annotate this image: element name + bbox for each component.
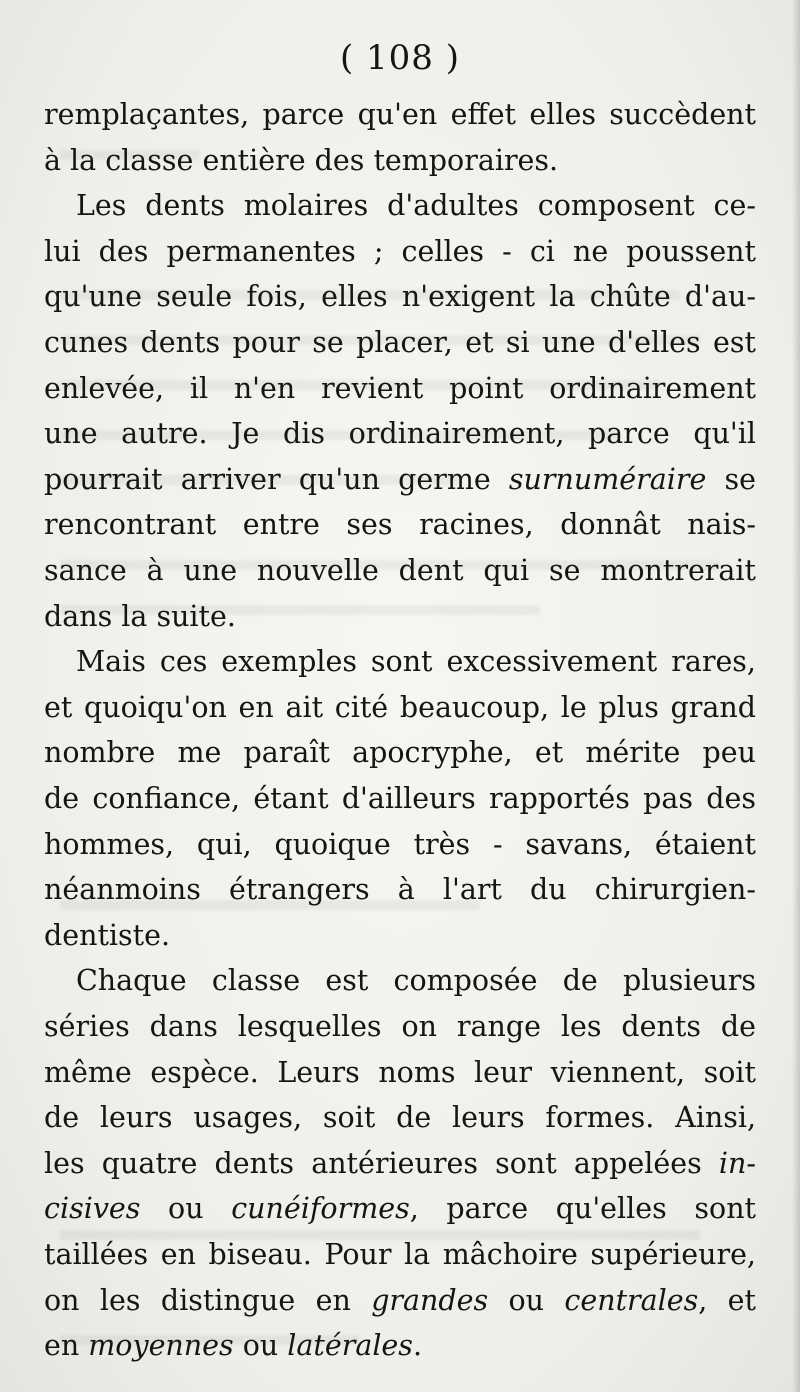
text-segment: ou [233, 1329, 288, 1363]
italic-text: grandes [371, 1283, 489, 1317]
text-segment: enlevée, il n'en revient point ordinairement [44, 371, 756, 405]
italic-text: latérales [287, 1329, 413, 1363]
text-segment: à la classe entière des temporaires. [44, 143, 559, 177]
text-segment: Les dents molaires d'adultes composent ce- [76, 189, 756, 223]
italic-text: surnuméraire [508, 462, 707, 496]
text-segment: Mais ces exemples sont excessivement rares, [76, 645, 756, 679]
text-segment: , parce qu'elles sont [409, 1192, 756, 1226]
italic-text: cisives [44, 1192, 141, 1226]
text-segment: Chaque classe est composée de plusieurs [76, 964, 756, 998]
text-segment: ou [140, 1192, 232, 1226]
text-segment: pourrait arriver qu'un germe [44, 462, 509, 496]
text-segment: et quoiqu'on en ait cité beaucoup, le plus grand [44, 690, 756, 724]
text-line [44, 320, 756, 366]
text-segment: , et [698, 1283, 756, 1317]
text-line [44, 1050, 756, 1096]
text-line [44, 685, 756, 731]
italic-text: in- [718, 1146, 756, 1180]
text-segment: . [412, 1329, 422, 1363]
italic-text: centrales [564, 1283, 699, 1317]
text-segment: se [706, 462, 756, 496]
text-line [44, 913, 756, 959]
text-segment: de confiance, étant d'ailleurs rapportés pas des [44, 782, 756, 815]
italic-text: cunéiformes [231, 1192, 410, 1226]
text-line [44, 1141, 756, 1187]
page-number: ( 108 ) [339, 38, 461, 78]
italic-text: moyennes [88, 1329, 234, 1363]
text-line [44, 274, 756, 320]
text-line [44, 1004, 756, 1050]
text-segment: une autre. Je dis ordinairement, parce qu'il [44, 417, 756, 451]
text-segment: les quatre dents antérieures sont appelées [44, 1146, 719, 1180]
text-segment: même espèce. Leurs noms leur viennent, soit [44, 1055, 756, 1089]
text-line [44, 366, 756, 412]
text-line [44, 867, 756, 913]
text-segment: sance à une nouvelle dent qui se montrerait [44, 554, 756, 587]
text-segment: on les distingue en [44, 1283, 372, 1317]
text-segment: qu'une seule fois, elles n'exigent la chûte d'au- [44, 280, 756, 314]
text-segment: dentiste. [44, 918, 171, 952]
text-segment: séries dans lesquelles on range les dents de [44, 1010, 756, 1043]
text-segment: hommes, qui, quoique très - savans, étaient [44, 827, 756, 861]
text-line [44, 776, 756, 822]
text-line [44, 1278, 756, 1324]
text-segment: lui des permanentes ; celles - ci ne poussent [44, 234, 756, 268]
text-line [44, 92, 756, 138]
text-line [44, 229, 756, 275]
page-edge-shadow [792, 0, 800, 1392]
text-segment: rencontrant entre ses racines, donnât nais- [44, 508, 756, 542]
text-segment: néanmoins étrangers à l'art du chirurgien- [44, 873, 756, 907]
text-segment: remplaçantes, parce qu'en effet elles succèdent [44, 98, 756, 131]
text-line [44, 138, 756, 184]
text-line [44, 1186, 756, 1232]
text-line [44, 639, 756, 685]
text-segment: nombre me paraît apocryphe, et mérite peu [44, 736, 756, 770]
text-line [44, 958, 756, 1004]
text-line [44, 411, 756, 457]
text-segment: dans la suite. [44, 599, 236, 633]
text-segment: cunes dents pour se placer, et si une d'elles est [44, 326, 756, 359]
text-segment: en [44, 1329, 89, 1363]
text-line [44, 502, 756, 548]
text-segment: de leurs usages, soit de leurs formes. Ainsi, [44, 1101, 756, 1135]
text-line [44, 548, 756, 594]
text-segment: taillées en biseau. Pour la mâchoire supérieure, [44, 1238, 756, 1271]
text-line [44, 594, 756, 640]
text-line [44, 1095, 756, 1141]
text-line [44, 730, 756, 776]
text-segment: ou [488, 1283, 565, 1317]
text-line [44, 1232, 756, 1278]
text-line [44, 822, 756, 868]
text-line [44, 457, 756, 503]
text-line [44, 1323, 756, 1369]
text-line [44, 183, 756, 229]
